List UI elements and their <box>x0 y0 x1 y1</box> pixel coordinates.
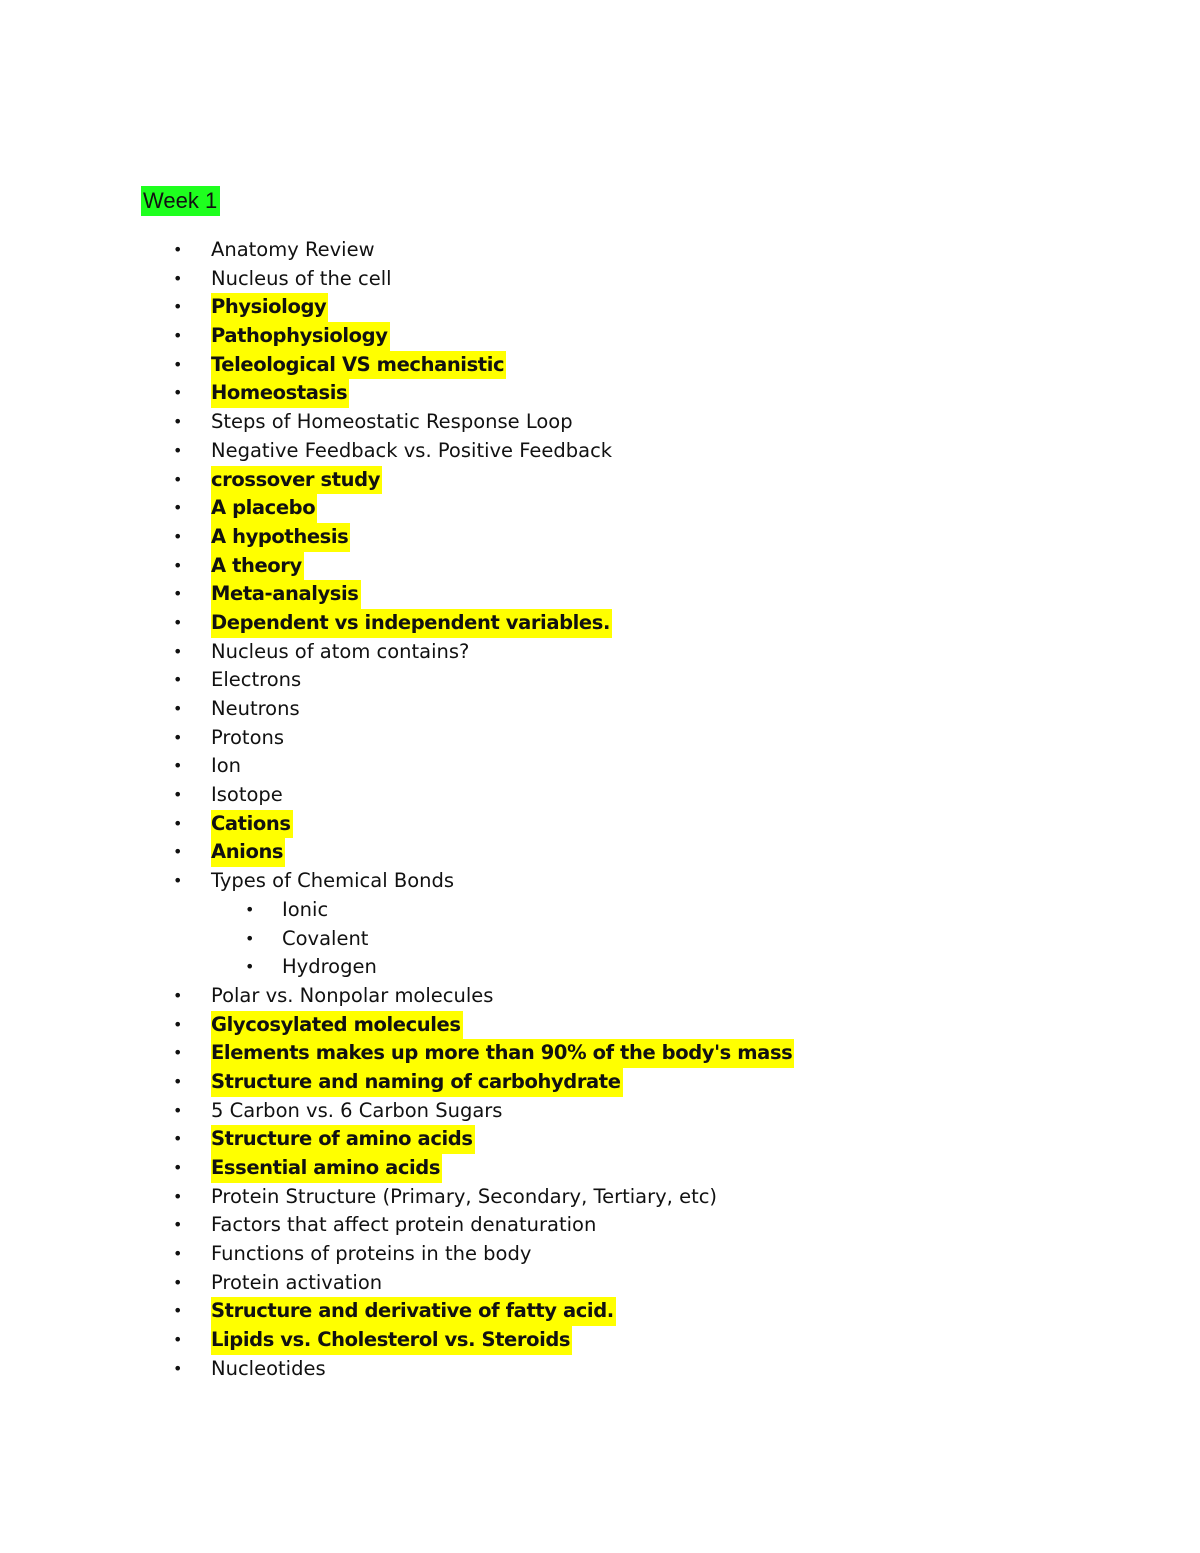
list-item <box>0 466 1200 495</box>
list-item <box>0 1011 1200 1040</box>
list-item <box>0 1183 1200 1212</box>
list-item <box>0 1154 1200 1183</box>
list-item-text: Anions <box>211 838 285 867</box>
list-item-text: A placebo <box>211 494 317 523</box>
list-item-text: Structure of amino acids <box>211 1125 475 1154</box>
list-item-text: Nucleus of atom contains? <box>211 639 470 663</box>
list-item-text: Ion <box>211 754 242 778</box>
bullet-icon: • <box>173 1158 183 1177</box>
list-item-text: Lipids vs. Cholesterol vs. Steroids <box>211 1326 572 1355</box>
list-item <box>0 236 1200 265</box>
list-item-text: Hydrogen <box>282 955 377 979</box>
list-item <box>0 523 1200 552</box>
list-item <box>0 437 1200 466</box>
bullet-icon: • <box>173 1186 183 1206</box>
list-item <box>0 724 1200 753</box>
bullet-icon: • <box>173 612 183 632</box>
bullet-icon: • <box>173 354 183 374</box>
bullet-icon: • <box>173 1014 183 1034</box>
list-item-text: crossover study <box>211 466 382 495</box>
list-item <box>0 666 1200 695</box>
topic-list <box>0 236 1200 1384</box>
list-item <box>0 293 1200 322</box>
bullet-icon: • <box>173 469 183 489</box>
list-item-text: Structure and derivative of fatty acid. <box>211 1297 616 1326</box>
list-item-text: Dependent vs independent variables. <box>211 609 612 638</box>
list-item-text: Electrons <box>211 668 302 692</box>
list-item <box>0 1039 1200 1068</box>
list-item-text: A hypothesis <box>211 523 350 552</box>
bullet-icon: • <box>245 899 255 919</box>
list-item-text: Elements makes up more than 90% of the body's mass <box>211 1039 794 1068</box>
list-item-text: Nucleotides <box>211 1356 326 1380</box>
bullet-icon: • <box>173 813 183 833</box>
list-item <box>0 609 1200 638</box>
list-item <box>0 351 1200 380</box>
week-heading: Week 1 <box>141 186 220 216</box>
list-item-text: A theory <box>211 552 304 581</box>
list-item <box>0 1269 1200 1298</box>
bullet-icon: • <box>173 555 183 575</box>
bullet-icon: • <box>173 1244 183 1264</box>
list-item <box>0 408 1200 437</box>
list-item-text: Cations <box>211 810 293 839</box>
list-item <box>0 580 1200 609</box>
list-item-text: Types of Chemical Bonds <box>211 869 455 893</box>
list-item-text: Protein activation <box>211 1270 383 1294</box>
list-item <box>0 781 1200 810</box>
bullet-icon: • <box>245 957 255 977</box>
list-item <box>0 838 1200 867</box>
list-item <box>0 1211 1200 1240</box>
bullet-icon: • <box>173 584 183 604</box>
list-item <box>0 1240 1200 1269</box>
list-item-text: Essential amino acids <box>211 1154 442 1183</box>
list-item-text: Negative Feedback vs. Positive Feedback <box>211 438 613 462</box>
list-item-text: Neutrons <box>211 697 300 720</box>
bullet-icon: • <box>173 268 183 288</box>
bullet-icon: • <box>173 1129 183 1149</box>
list-item-text: Polar vs. Nonpolar molecules <box>211 983 494 1007</box>
bullet-icon: • <box>173 1358 183 1378</box>
list-item <box>0 1355 1200 1384</box>
bullet-icon: • <box>173 440 183 460</box>
list-item-text: Meta-analysis <box>211 580 361 609</box>
bullet-icon: • <box>173 641 183 661</box>
list-item <box>0 494 1200 523</box>
list-item <box>0 322 1200 351</box>
bullet-icon: • <box>173 1100 183 1120</box>
list-item-text: Protons <box>211 725 285 749</box>
bullet-icon: • <box>173 383 183 403</box>
list-item-text: Physiology <box>211 293 328 322</box>
list-item <box>0 379 1200 408</box>
list-item <box>0 810 1200 839</box>
list-item <box>0 752 1200 781</box>
list-item-text: 5 Carbon vs. 6 Carbon Sugars <box>211 1098 503 1122</box>
list-item-text: Steps of Homeostatic Response Loop <box>211 410 573 434</box>
list-item <box>0 1297 1200 1326</box>
bullet-icon: • <box>173 756 183 776</box>
list-item-text: Glycosylated molecules <box>211 1011 463 1040</box>
list-item <box>0 867 1200 896</box>
list-item-text: Structure and naming of carbohydrate <box>211 1068 623 1097</box>
list-item-text: Protein Structure (Primary, Secondary, Tertiary, etc) <box>211 1184 718 1208</box>
bullet-icon: • <box>173 1301 183 1321</box>
bullet-icon: • <box>173 727 183 747</box>
bullet-icon: • <box>245 928 255 948</box>
bullet-icon: • <box>173 1272 183 1292</box>
list-item-text: Teleological VS mechanistic <box>211 351 506 380</box>
list-item-text: Factors that affect protein denaturation <box>211 1213 597 1237</box>
sub-list-item <box>0 953 1200 982</box>
list-item-text: Ionic <box>282 897 329 921</box>
bullet-icon: • <box>173 297 183 317</box>
list-item <box>0 552 1200 581</box>
bullet-icon: • <box>173 526 183 546</box>
bullet-icon: • <box>173 985 183 1005</box>
bullet-icon: • <box>173 785 183 805</box>
list-item <box>0 638 1200 667</box>
bullet-icon: • <box>173 240 183 259</box>
list-item-text: Homeostasis <box>211 379 349 408</box>
list-item-text: Functions of proteins in the body <box>211 1242 532 1266</box>
sub-list-item <box>0 896 1200 925</box>
list-item <box>0 1068 1200 1097</box>
list-item-text: Nucleus of the cell <box>211 266 392 290</box>
bullet-icon: • <box>173 326 183 346</box>
bullet-icon: • <box>173 412 183 432</box>
bullet-icon: • <box>173 670 183 690</box>
list-item <box>0 695 1200 724</box>
bullet-icon: • <box>173 498 183 518</box>
sub-list-item <box>0 925 1200 954</box>
list-item-text: Covalent <box>282 926 369 950</box>
list-item <box>0 1125 1200 1154</box>
list-item <box>0 1097 1200 1126</box>
list-item <box>0 982 1200 1011</box>
bullet-icon: • <box>173 699 183 718</box>
bullet-icon: • <box>173 1215 183 1235</box>
list-item-text: Pathophysiology <box>211 322 390 351</box>
list-item <box>0 265 1200 294</box>
bullet-icon: • <box>173 1330 183 1350</box>
bullet-icon: • <box>173 842 183 862</box>
list-item-text: Anatomy Review <box>211 238 375 261</box>
bullet-icon: • <box>173 871 183 891</box>
bullet-icon: • <box>173 1043 183 1063</box>
list-item-text: Isotope <box>211 783 283 807</box>
bullet-icon: • <box>173 1071 183 1091</box>
list-item <box>0 1326 1200 1355</box>
